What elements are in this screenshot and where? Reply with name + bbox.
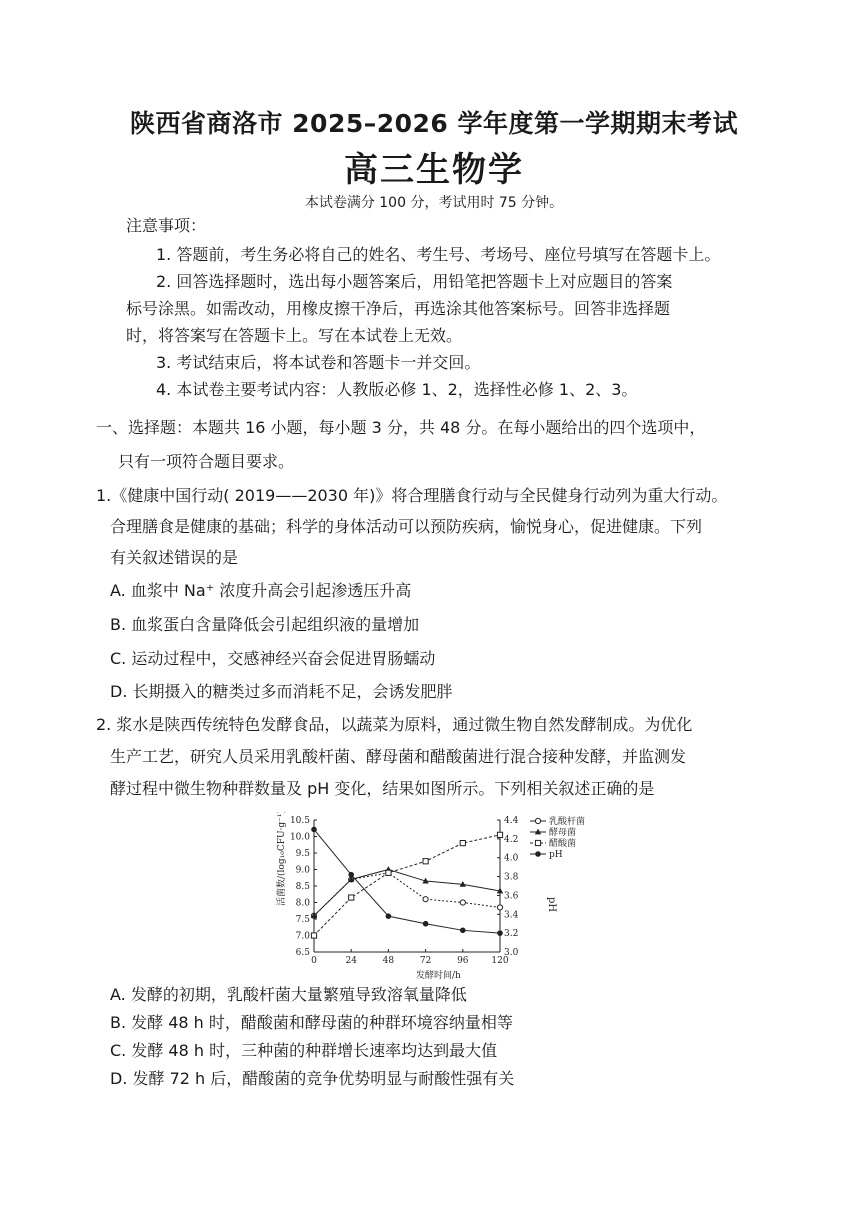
y-tick-label: 10.5 [289,816,310,826]
data-point-3 [311,827,317,833]
subject-title: 高三生物学 [344,150,524,190]
y-right-tick-label: 4.2 [504,834,519,845]
question-1-option-b: B. 血浆蛋白含量降低会引起组织液的量增加 [110,615,420,634]
question-2-option-a: A. 发酵的初期，乳酸杆菌大量繁殖导致溶氧量降低 [110,985,467,1004]
notice-item: 1. 答题前，考生务必将自己的姓名、考生号、考场号、座位号填写在答题卡上。 [156,245,721,264]
data-point-3 [423,921,429,927]
y-right-tick-label: 3.6 [504,891,519,902]
notice-item: 3. 考试结束后，将本试卷和答题卡一并交回。 [156,353,481,372]
y-right-tick-label: 3.8 [504,872,519,883]
data-point-2 [311,933,316,938]
y-right-tick-label: 4.0 [504,853,519,864]
y-right-axis-label: pH [546,897,557,913]
series-line-3 [314,829,500,933]
notice-item: 2. 回答选择题时，选出每小题答案后，用铅笔把答题卡上对应题目的答案 [156,272,673,291]
y-right-tick-label: 4.4 [504,816,519,826]
question-2-stem: 酵过程中微生物种群数量及 pH 变化，结果如图所示。下列相关叙述正确的是 [110,779,655,798]
x-tick-label: 0 [311,956,317,966]
question-1-option-a: A. 血浆中 Na⁺ 浓度升高会引起渗透压升高 [110,581,412,600]
question-2-option-c: C. 发酵 48 h 时，三种菌的种群增长速率均达到最大值 [110,1041,498,1060]
data-point-2 [460,841,465,846]
section-heading-cont: 只有一项符合题目要求。 [118,452,295,471]
chart-svg [264,812,604,982]
y-tick-label: 7.0 [295,931,310,942]
question-1-stem: 有关叙述错误的是 [110,548,239,567]
exam-title: 陕西省商洛市 2025–2026 学年度第一学期期末考试 [129,109,739,138]
x-tick-label: 120 [491,956,509,966]
exam-info: 本试卷满分 100 分，考试用时 75 分钟。 [304,195,564,211]
question-2-stem: 生产工艺，研究人员采用乳酸杆菌、酵母菌和醋酸菌进行混合接种发酵，并监测发 [110,747,687,766]
x-axis-label: 发酵时间/h [416,971,461,981]
question-2-stem: 2. 浆水是陕西传统特色发酵食品，以蔬菜为原料，通过微生物自然发酵制成。为优化 [96,715,693,734]
data-point-3 [348,872,354,878]
y-tick-label: 8.5 [295,882,310,892]
data-point-2 [386,870,391,875]
legend-marker [535,840,540,845]
legend-marker [535,818,540,823]
question-2-option-d: D. 发酵 72 h 后，醋酸菌的竞争优势明显与耐酸性强有关 [110,1069,515,1088]
section-heading: 一、选择题：本题共 16 小题，每小题 3 分，共 48 分。在每小题给出的四个选项中， [96,418,706,437]
data-point-3 [386,913,392,919]
x-tick-label: 48 [382,956,395,966]
y-tick-label: 9.5 [295,849,310,859]
question-1-option-d: D. 长期摄入的糖类过多而消耗不足，会诱发肥胖 [110,682,453,701]
y-right-tick-label: 3.0 [504,948,519,958]
legend-label: 醋酸菌 [549,839,577,849]
legend-label: 酵母菌 [549,828,577,838]
data-point-0 [423,897,428,902]
legend-label: pH [549,850,563,860]
question-2-option-b: B. 发酵 48 h 时，醋酸菌和酵母菌的种群环境容纳量相等 [110,1013,513,1032]
x-tick-label: 72 [419,956,432,966]
series-line-1 [314,870,500,916]
data-point-3 [497,930,503,936]
legend-label: 乳酸杆菌 [549,817,586,827]
notice-item: 时，将答案写在答题卡上。写在本试卷上无效。 [126,326,463,345]
y-tick-label: 6.5 [295,948,310,958]
y-tick-label: 10.0 [289,832,310,843]
y-axis-label: 活菌数/(log₁₀CFU·g⁻¹) [277,812,287,906]
notice-item: 标号涂黑。如需改动，用橡皮擦干净后，再选涂其他答案标号。回答非选择题 [126,299,671,318]
y-tick-label: 7.5 [295,915,310,925]
question-1-option-c: C. 运动过程中，交感神经兴奋会促进胃肠蠕动 [110,649,436,668]
question-1-stem: 1.《健康中国行动( 2019——2030 年)》将合理膳食行动与全民健身行动列为重大行动。 [96,486,728,505]
y-tick-label: 9.0 [295,865,310,876]
y-tick-label: 8.0 [295,898,310,909]
data-point-0 [460,900,465,905]
question-1-stem: 合理膳食是健康的基础；科学的身体活动可以预防疾病，愉悦身心，促进健康。下列 [110,517,703,536]
data-point-3 [460,928,466,934]
y-right-tick-label: 3.4 [504,910,519,921]
data-point-0 [497,905,502,910]
data-point-2 [423,859,428,864]
y-right-tick-label: 3.2 [504,929,519,940]
legend-marker [535,851,541,857]
series-line-0 [314,873,500,916]
data-point-2 [497,832,502,837]
fermentation-chart [264,812,604,982]
notice-item: 4. 本试卷主要考试内容：人教版必修 1、2，选择性必修 1、2、3。 [156,380,638,399]
data-point-2 [349,895,354,900]
x-tick-label: 96 [457,956,469,966]
notice-heading: 注意事项： [126,216,207,235]
x-tick-label: 24 [345,956,357,966]
